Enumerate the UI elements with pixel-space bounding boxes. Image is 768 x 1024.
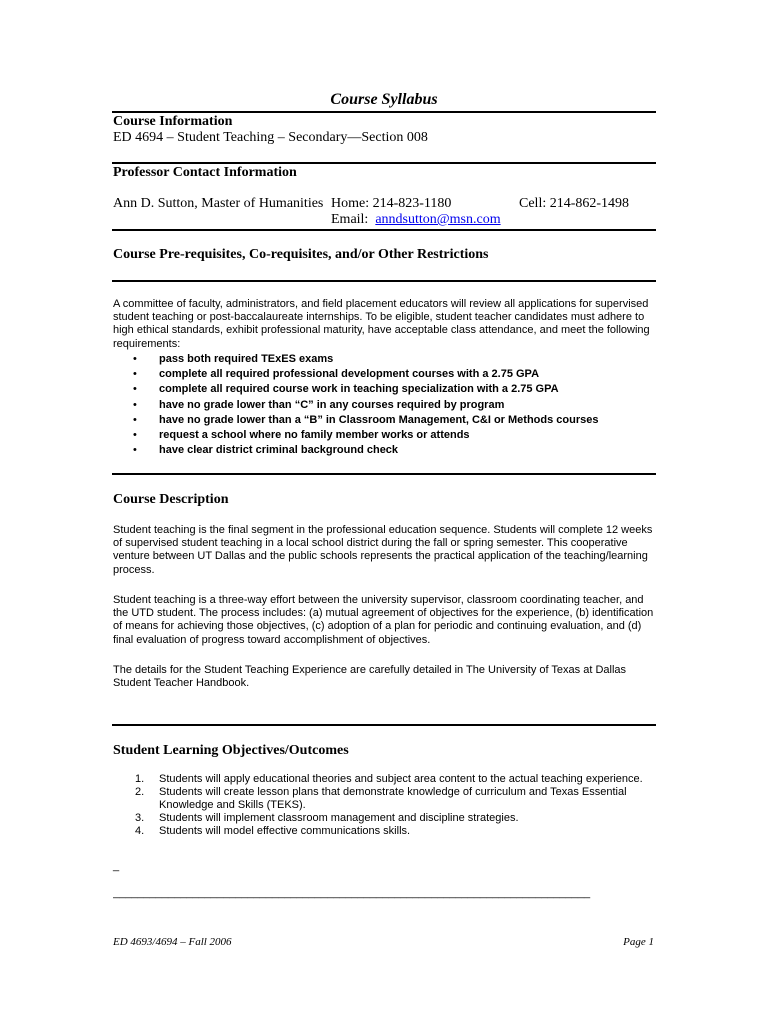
course-info-heading: Course Information (113, 114, 233, 129)
list-item: • have no grade lower than a “B” in Classroom Management, C&I or Methods courses (133, 413, 599, 426)
description-heading: Course Description (113, 492, 229, 507)
divider (112, 162, 656, 164)
email-label: Email: (331, 212, 369, 227)
objectives-heading: Student Learning Objectives/Outcomes (113, 743, 349, 758)
divider (112, 473, 656, 475)
footer-course: ED 4693/4694 – Fall 2006 (113, 936, 232, 948)
course-title: ED 4694 – Student Teaching – Secondary—Section 008 (113, 130, 428, 145)
list-item: • complete all required professional development courses with a 2.75 GPA (133, 368, 540, 381)
requirements-list (113, 352, 656, 458)
professor-cell-phone: Cell: 214-862-1498 (519, 196, 630, 211)
description-paragraph: Student teaching is a three-way effort between the university supervisor, classroom coordinating teacher, and the UTD student. The process includes: (a) mutual agreement of objectives for the experience, (b) identification of means for achieving those objectives, (c) adoption of a plan for periodic and continuing evaluation, and (d) final evaluation of progress toward accomplishment of objectives. (113, 594, 654, 646)
divider (112, 724, 656, 726)
list-item: • pass both required TExES exams (133, 353, 334, 365)
prereq-heading: Course Pre-requisites, Co-requisites, and/or Other Restrictions (113, 247, 489, 262)
list-item: 2. Students will create lesson plans that demonstrate knowledge of curriculum and Texas Essential Knowledge and Skills (TEKS). (135, 786, 627, 811)
professor-name: Ann D. Sutton, Master of Humanities (113, 196, 324, 211)
bottom-underline: ______________________________________________________________________________ (113, 887, 591, 899)
description-paragraph: The details for the Student Teaching Experience are carefully detailed in The University of Texas at Dallas Student Teacher Handbook. (113, 664, 627, 690)
list-item: • complete all required course work in teaching specialization with a 2.75 GPA (133, 383, 559, 396)
prereq-intro: A committee of faculty, administrators, and field placement educators will review all applications for supervised student teaching or post-baccalaureate internships. To be eligible, student teacher candidates must adhere to high ethical standards, exhibit professional maturity, have acceptable class attendance, and meet the following requirements: (113, 298, 650, 350)
list-item: 4. Students will model effective communications skills. (135, 825, 411, 837)
list-item: 1. Students will apply educational theories and subject area content to the actual teaching experience. (135, 773, 643, 785)
email-row (331, 212, 501, 228)
description-paragraph: Student teaching is the final segment in the professional education sequence. Students will complete 12 weeks of supervised student teaching in a local school district during the fall or spring semester. This cooperative venture between UT Dallas and the public schools represents the practical application of the teaching/learning process. (113, 524, 653, 576)
footer-page-number: Page 1 (623, 936, 654, 948)
page-title: Course Syllabus (330, 91, 438, 108)
list-item: • have no grade lower than “C” in any courses required by program (133, 398, 505, 411)
professor-heading: Professor Contact Information (113, 165, 297, 180)
stray-mark: _ (113, 860, 120, 872)
divider (112, 229, 656, 231)
divider (112, 111, 656, 113)
professor-home-phone: Home: 214-823-1180 (331, 196, 452, 211)
divider (112, 280, 656, 282)
list-item: 3. Students will implement classroom management and discipline strategies. (135, 812, 519, 824)
objectives-list (113, 773, 656, 838)
list-item: • request a school where no family member works or attends (133, 429, 470, 442)
email-link[interactable]: anndsutton@msn.com (375, 212, 501, 227)
list-item: • have clear district criminal background check (133, 444, 399, 457)
